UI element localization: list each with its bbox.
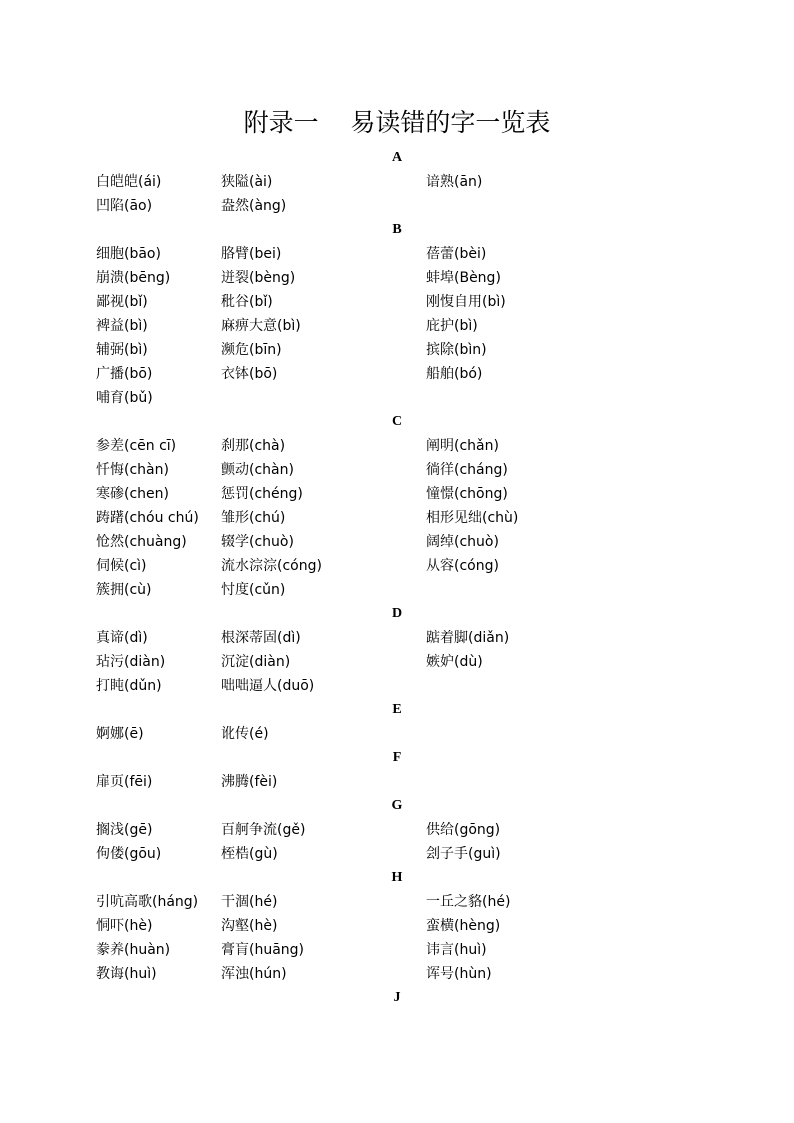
word-entry: 胳臂(bei)	[221, 246, 282, 262]
word-entry: 白皑皑(ái)	[96, 174, 162, 190]
word-row	[96, 242, 716, 266]
word-entry: 流水淙淙(cóng)	[221, 558, 322, 574]
word-entry: 怆然(chuàng)	[96, 534, 187, 550]
word-row	[96, 170, 716, 194]
word-entry: 憧憬(chōng)	[426, 486, 508, 502]
word-entry: 蛮横(hèng)	[426, 918, 501, 934]
section-letter: E	[392, 702, 402, 717]
word-entry: 广播(bō)	[96, 366, 153, 382]
word-entry: 桎梏(gù)	[221, 846, 278, 862]
word-row	[96, 578, 716, 602]
section-letter: G	[391, 798, 403, 813]
section-letter: J	[393, 990, 401, 1005]
section-letter: B	[392, 222, 402, 237]
word-entry: 相形见绌(chù)	[426, 510, 519, 526]
word-entry: 细胞(bāo)	[96, 246, 161, 262]
word-entry: 鄙视(bǐ)	[96, 294, 148, 310]
section-letter: H	[391, 870, 403, 885]
word-entry: 迸裂(bèng)	[221, 270, 296, 286]
word-entry: 哺育(bǔ)	[96, 390, 153, 406]
word-entry: 婀娜(ē)	[96, 726, 144, 742]
word-entry: 凹陷(āo)	[96, 198, 153, 214]
word-entry: 摈除(bìn)	[426, 342, 487, 358]
word-entry: 从容(cóng)	[426, 558, 499, 574]
word-entry: 讳言(huì)	[426, 942, 487, 958]
word-entry: 恫吓(hè)	[96, 918, 153, 934]
word-entry: 踌躇(chóu chú)	[96, 510, 199, 526]
word-row	[96, 674, 716, 698]
word-entry: 庇护(bì)	[426, 318, 478, 334]
word-row	[96, 650, 716, 674]
word-entry: 沟壑(hè)	[221, 918, 278, 934]
word-row	[96, 458, 716, 482]
word-entry: 浑浊(hún)	[221, 966, 287, 982]
word-entry: 干涸(hé)	[221, 894, 278, 910]
word-entry: 沉淀(diàn)	[221, 654, 291, 670]
word-entry: 百舸争流(gě)	[221, 822, 306, 838]
word-row	[96, 290, 716, 314]
word-entry: 膏肓(huāng)	[221, 942, 305, 958]
word-entry: 濒危(bīn)	[221, 342, 282, 358]
word-row	[96, 314, 716, 338]
word-list	[96, 146, 716, 1010]
word-entry: 船舶(bó)	[426, 366, 483, 382]
word-entry: 雏形(chú)	[221, 510, 286, 526]
word-entry: 刚愎自用(bì)	[426, 294, 506, 310]
word-entry: 根深蒂固(dì)	[221, 630, 301, 646]
word-entry: 嫉妒(dù)	[426, 654, 483, 670]
word-entry: 豢养(huàn)	[96, 942, 171, 958]
word-entry: 教诲(huì)	[96, 966, 157, 982]
word-entry: 供给(gōng)	[426, 822, 501, 838]
word-row	[96, 434, 716, 458]
word-entry: 打盹(dǔn)	[96, 678, 162, 694]
word-row	[96, 194, 716, 218]
word-entry: 阔绰(chuò)	[426, 534, 499, 550]
word-entry: 麻痹大意(bì)	[221, 318, 301, 334]
word-entry: 玷污(diàn)	[96, 654, 166, 670]
word-entry: 诨号(hùn)	[426, 966, 492, 982]
word-row	[96, 938, 716, 962]
word-entry: 裨益(bì)	[96, 318, 148, 334]
word-row	[96, 626, 716, 650]
word-entry: 秕谷(bǐ)	[221, 294, 273, 310]
word-entry: 伺候(cì)	[96, 558, 147, 574]
word-entry: 衣钵(bō)	[221, 366, 278, 382]
word-row	[96, 842, 716, 866]
word-entry: 搁浅(gē)	[96, 822, 153, 838]
word-entry: 咄咄逼人(duō)	[221, 678, 315, 694]
word-row	[96, 914, 716, 938]
word-entry: 参差(cēn cī)	[96, 438, 177, 454]
word-row	[96, 506, 716, 530]
word-row	[96, 962, 716, 986]
word-entry: 真谛(dì)	[96, 630, 148, 646]
word-entry: 惩罚(chéng)	[221, 486, 303, 502]
word-entry: 沸腾(fèi)	[221, 774, 278, 790]
word-row	[96, 770, 716, 794]
section-letter: C	[391, 414, 403, 429]
word-row	[96, 890, 716, 914]
page-title: 附录一 易读错的字一览表	[243, 108, 551, 137]
word-entry: 刽子手(guì)	[426, 846, 501, 862]
word-row	[96, 386, 716, 410]
word-entry: 崩溃(bēng)	[96, 270, 171, 286]
word-entry: 阐明(chǎn)	[426, 438, 499, 454]
word-row	[96, 554, 716, 578]
word-row	[96, 362, 716, 386]
section-letter: D	[391, 606, 403, 621]
word-entry: 引吭高歌(háng)	[96, 894, 199, 910]
word-entry: 踮着脚(diǎn)	[426, 630, 510, 646]
word-entry: 寒碜(chen)	[96, 486, 169, 502]
word-entry: 佝偻(gōu)	[96, 846, 162, 862]
word-row	[96, 530, 716, 554]
word-entry: 一丘之貉(hé)	[426, 894, 511, 910]
word-entry: 刹那(chà)	[221, 438, 286, 454]
word-entry: 蚌埠(Bèng)	[426, 270, 501, 286]
word-row	[96, 482, 716, 506]
word-entry: 忏悔(chàn)	[96, 462, 169, 478]
word-entry: 谙熟(ān)	[426, 174, 483, 190]
section-letter: F	[392, 750, 402, 765]
word-row	[96, 338, 716, 362]
word-entry: 狭隘(ài)	[221, 174, 273, 190]
word-entry: 忖度(cǔn)	[221, 582, 286, 598]
word-entry: 颤动(chàn)	[221, 462, 294, 478]
word-row	[96, 266, 716, 290]
word-row	[96, 818, 716, 842]
section-letter: A	[391, 150, 403, 165]
word-entry: 徜徉(cháng)	[426, 462, 508, 478]
word-entry: 讹传(é)	[221, 726, 269, 742]
word-entry: 盎然(àng)	[221, 198, 287, 214]
word-row	[96, 722, 716, 746]
word-entry: 蓓蕾(bèi)	[426, 246, 487, 262]
word-entry: 簇拥(cù)	[96, 582, 152, 598]
word-entry: 扉页(fēi)	[96, 774, 153, 790]
word-entry: 辍学(chuò)	[221, 534, 294, 550]
word-entry: 辅弼(bì)	[96, 342, 148, 358]
